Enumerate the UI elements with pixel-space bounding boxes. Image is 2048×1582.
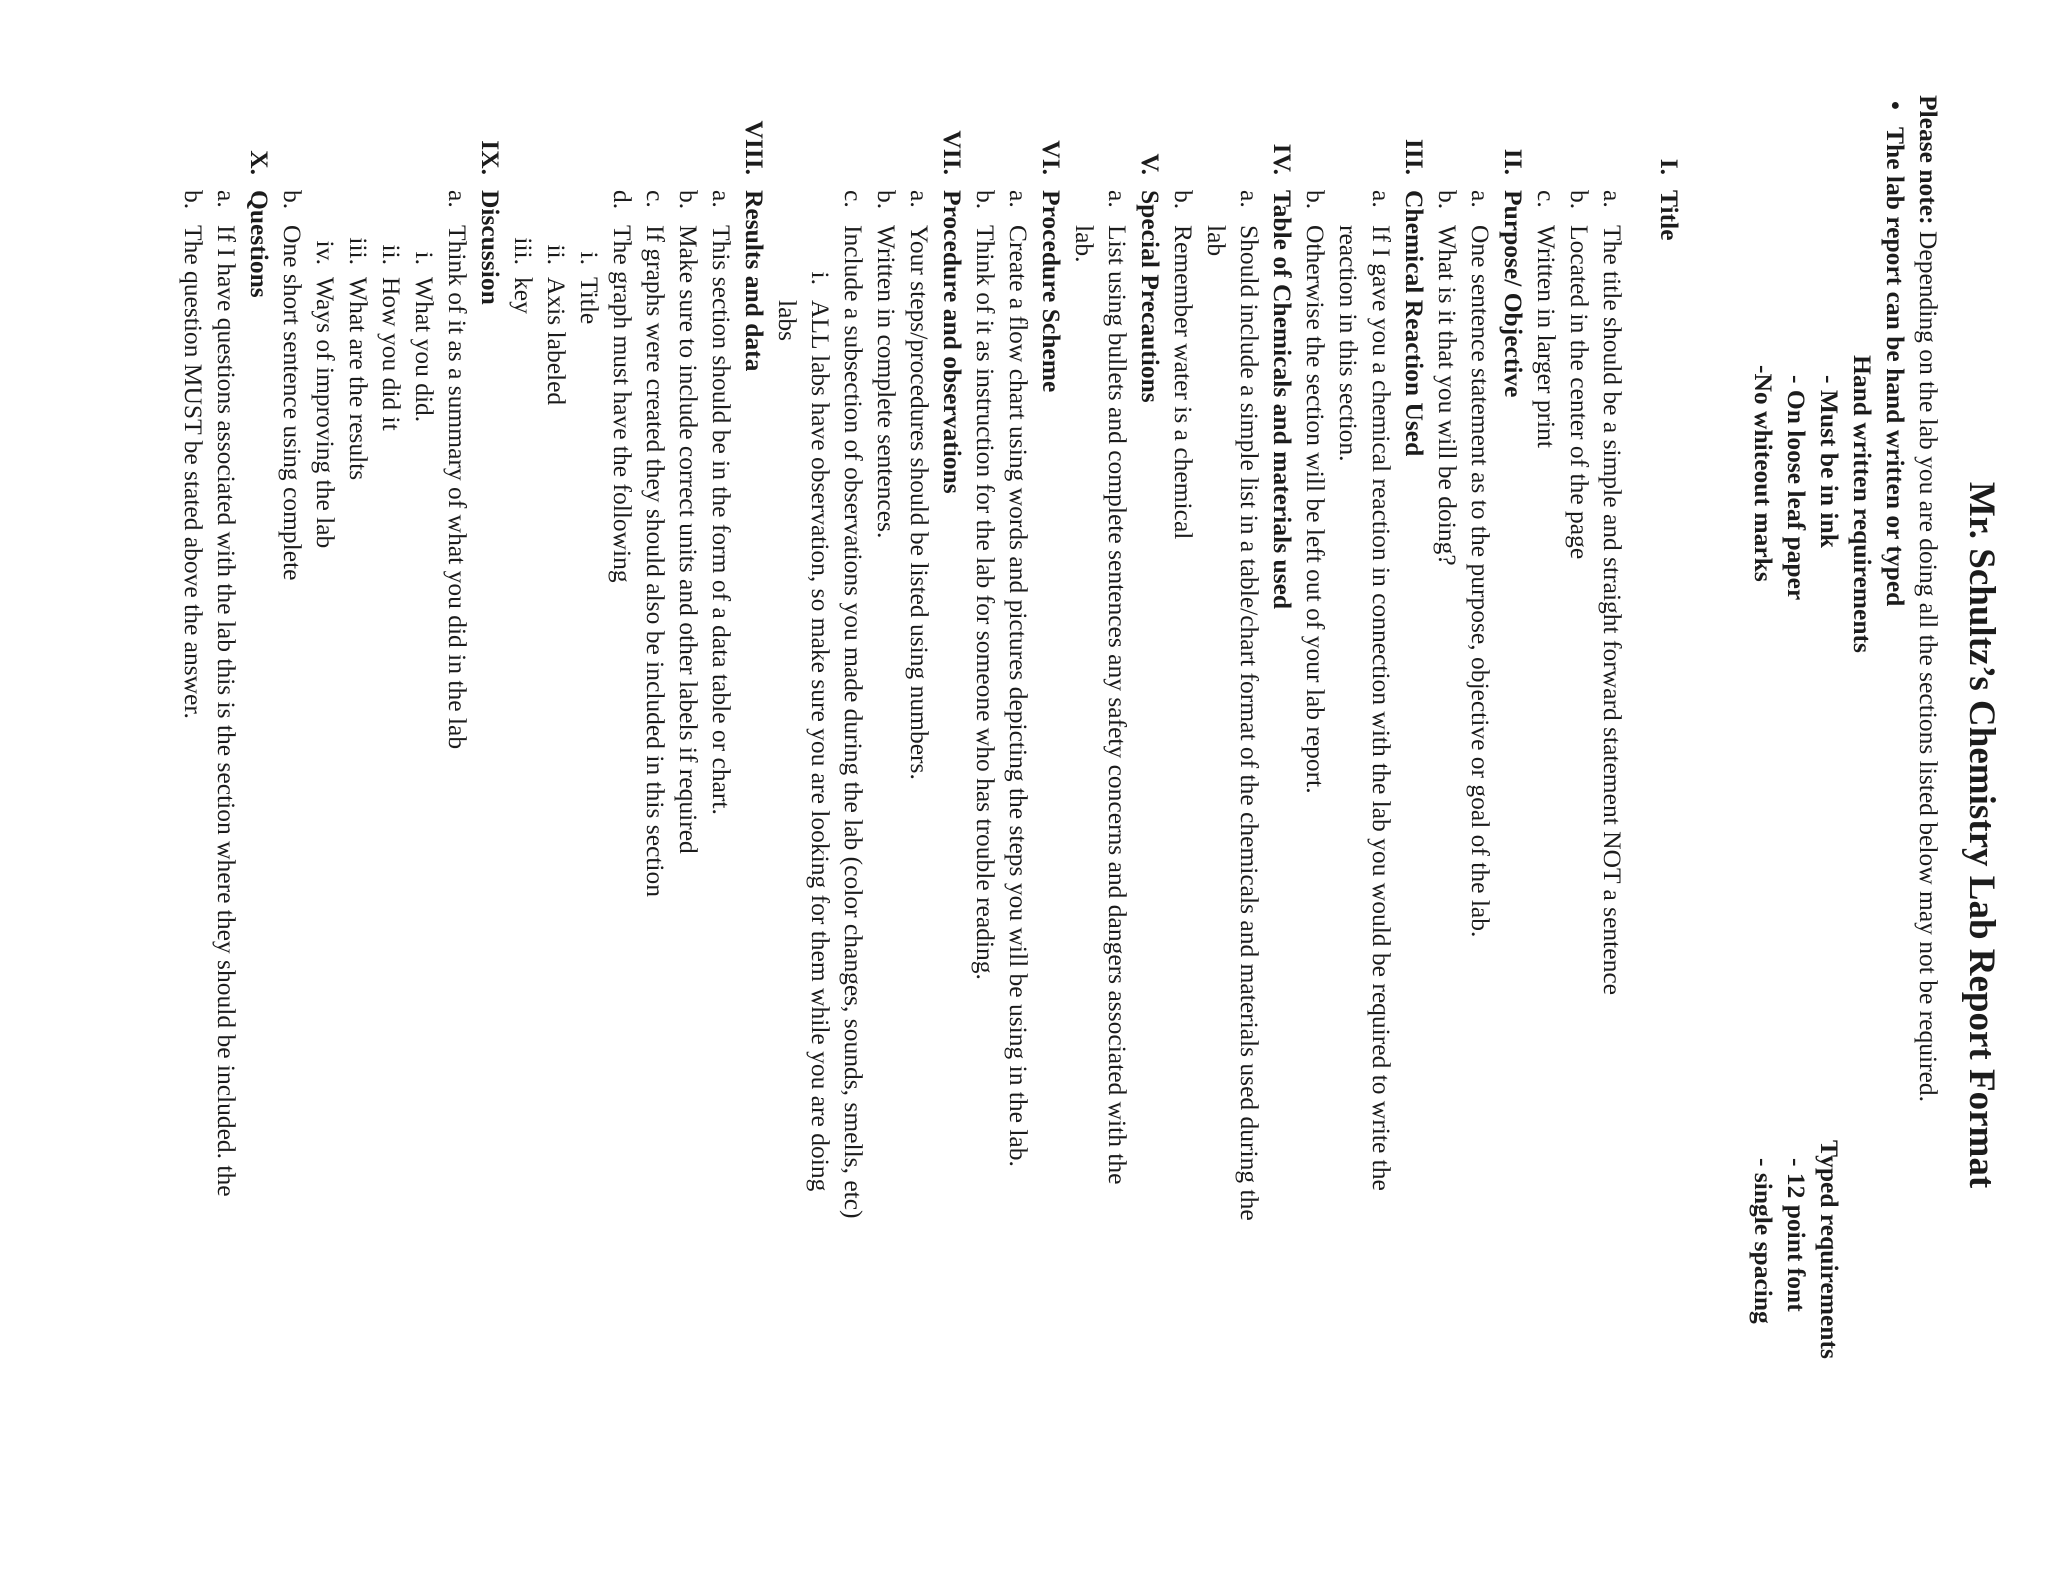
item-text: The question MUST be stated above the answer.	[179, 225, 208, 719]
list-item-continued	[1332, 95, 1365, 1515]
list-item	[177, 95, 210, 1515]
sub-item-numeral: iii.	[344, 237, 373, 265]
section-heading: Questions	[245, 190, 274, 298]
item-text: Make sure to include correct units and other labels if required	[674, 225, 703, 854]
item-letter: b.	[872, 190, 901, 210]
item-text: Should include a simple list in a table/chart format of the chemicals and materials used during the	[1235, 225, 1264, 1221]
item-text: Think of it as instruction for the lab for someone who has trouble reading.	[971, 225, 1000, 980]
section-heading: Results and data	[740, 190, 769, 372]
sub-item-numeral: iv.	[311, 240, 340, 265]
section-heading: Purpose/ Objective	[1499, 190, 1528, 398]
item-letter: c.	[1532, 190, 1561, 208]
sub-item	[408, 95, 441, 1515]
list-item	[672, 95, 705, 1515]
list-item	[210, 95, 243, 1515]
item-text: Located in the center of the page	[1565, 225, 1594, 560]
item-text: One short sentence using complete	[278, 225, 307, 581]
section-special-precautions	[1134, 95, 1167, 1515]
handwritten-item: - On loose leaf paper	[1782, 375, 1811, 601]
section-heading: Procedure Scheme	[1037, 190, 1066, 393]
typed-requirements	[1747, 1140, 1846, 1359]
item-letter: a.	[1466, 190, 1495, 208]
section-procedure-observations	[936, 95, 969, 1515]
handwritten-heading: Hand written requirements	[1848, 355, 1877, 653]
section-results-data	[738, 95, 771, 1515]
list-item	[1431, 95, 1464, 1515]
item-text: Include a subsection of observations you made during the lab (color changes, sounds, smells, etc)	[839, 225, 868, 1219]
list-item	[705, 95, 738, 1515]
sub-item	[309, 95, 342, 1515]
sub-item-text: What you did.	[410, 277, 439, 423]
item-letter: c.	[839, 190, 868, 208]
section-heading: Procedure and observations	[938, 190, 967, 494]
section-chemical-reaction	[1398, 95, 1431, 1515]
section-number: IV.	[1268, 143, 1297, 175]
section-number: II.	[1499, 148, 1528, 175]
item-text: If I gave you a chemical reaction in connection with the lab you would be required to write the	[1367, 225, 1396, 1191]
item-letter: b.	[1169, 190, 1198, 210]
section-heading: Special Precautions	[1136, 190, 1165, 403]
format-bullet-text: The lab report can be hand written or typed	[1881, 127, 1910, 607]
sub-item-text: labs	[773, 300, 802, 342]
list-item	[276, 95, 309, 1515]
list-item-continued	[1200, 95, 1233, 1515]
item-letter: b.	[179, 190, 208, 210]
sub-item	[375, 95, 408, 1515]
item-text: Written in larger print	[1532, 225, 1561, 448]
item-letter: a.	[1004, 190, 1033, 208]
sub-item-numeral: iii.	[509, 237, 538, 265]
item-text: Remember water is a chemical	[1169, 225, 1198, 540]
item-text: What is it that you will be doing?	[1433, 225, 1462, 566]
typed-item: - 12 point font	[1782, 1158, 1811, 1312]
item-text: List using bullets and complete sentences any safety concerns and dangers associated with the	[1103, 225, 1132, 1185]
item-text: This section should be in the form of a data table or chart.	[707, 225, 736, 815]
section-number: VII.	[938, 130, 967, 175]
section-number: I.	[1655, 158, 1684, 175]
handwritten-item: -No whiteout marks	[1749, 365, 1778, 582]
item-letter: a.	[1598, 190, 1627, 208]
list-item	[1101, 95, 1134, 1515]
typed-item: - single spacing	[1749, 1158, 1778, 1324]
note-line	[1912, 95, 1945, 1515]
section-heading: Discussion	[476, 190, 505, 305]
sub-item	[507, 95, 540, 1515]
sub-item-text: What are the results	[344, 277, 373, 481]
list-item	[1365, 95, 1398, 1515]
note-text: Depending on the lab you are doing all the sections listed below may not be required.	[1914, 224, 1943, 1102]
item-text: The graph must have the following	[608, 225, 637, 583]
section-questions	[243, 95, 276, 1515]
section-heading: Table of Chemicals and materials used	[1268, 190, 1297, 610]
item-letter: a.	[443, 190, 472, 208]
sub-item-numeral: ii.	[542, 244, 571, 265]
item-text: Think of it as a summary of what you did in the lab	[443, 225, 472, 750]
page-title: Mr. Schultz’s Chemistry Lab Report Format	[1961, 481, 2002, 1189]
sub-item	[573, 95, 606, 1515]
item-letter: b.	[674, 190, 703, 210]
format-bullet	[1879, 95, 1912, 1515]
section-heading: Chemical Reaction Used	[1400, 190, 1429, 457]
item-letter: a.	[1367, 190, 1396, 208]
item-letter: b.	[278, 190, 307, 210]
sub-item-text: ALL labs have observation, so make sure you are looking for them while you are doing	[806, 300, 835, 1192]
section-number: IX.	[476, 140, 505, 175]
sub-item-numeral: i.	[410, 251, 439, 265]
item-text: If graphs were created they should also be included in this section	[641, 225, 670, 898]
item-text: One sentence statement as to the purpose, objective or goal of the lab.	[1466, 225, 1495, 938]
list-item	[1002, 95, 1035, 1515]
section-number: X.	[245, 150, 274, 175]
item-text: If I have questions associated with the lab this is the section where they should be included. the	[212, 225, 241, 1197]
sub-item-text: Title	[575, 277, 604, 325]
section-discussion	[474, 95, 507, 1515]
sub-item-continued	[771, 95, 804, 1515]
list-item	[837, 95, 870, 1515]
list-item	[903, 95, 936, 1515]
sub-item-numeral: i.	[575, 251, 604, 265]
requirements-columns	[1704, 95, 1879, 1515]
section-purpose	[1497, 95, 1530, 1515]
sub-item-text: Axis labeled	[542, 277, 571, 406]
item-letter: a.	[1235, 190, 1264, 208]
section-procedure-scheme	[1035, 95, 1068, 1515]
item-text: Create a flow chart using words and pictures depicting the steps you will be using in the lab.	[1004, 225, 1033, 1167]
list-item	[870, 95, 903, 1515]
item-text: Otherwise the section will be left out of your lab report.	[1301, 225, 1330, 794]
list-item	[1530, 95, 1563, 1515]
item-letter: d.	[608, 190, 637, 210]
list-item	[606, 95, 639, 1515]
item-letter: c.	[641, 190, 670, 208]
section-number: VIII.	[740, 120, 769, 175]
list-item	[639, 95, 672, 1515]
item-text: reaction in this section.	[1334, 225, 1363, 462]
bullet-icon: •	[1881, 101, 1910, 110]
sub-item	[540, 95, 573, 1515]
list-item	[1464, 95, 1497, 1515]
section-number: VI.	[1037, 140, 1066, 175]
item-text: Your steps/procedures should be listed using numbers.	[905, 225, 934, 780]
item-letter: a.	[707, 190, 736, 208]
sub-item-numeral: ii.	[377, 244, 406, 265]
list-item	[1299, 95, 1332, 1515]
handwritten-requirements	[1747, 355, 1879, 653]
list-item	[441, 95, 474, 1515]
list-item	[1233, 95, 1266, 1515]
handwritten-item: - Must be in ink	[1815, 375, 1844, 548]
sub-item-text: Ways of improving the lab	[311, 277, 340, 549]
item-letter: a.	[1103, 190, 1132, 208]
section-number: III.	[1400, 138, 1429, 175]
typed-heading: Typed requirements	[1815, 1140, 1844, 1359]
section-title	[1653, 95, 1686, 1515]
section-number: V.	[1136, 153, 1165, 175]
item-letter: b.	[1301, 190, 1330, 210]
section-heading: Title	[1655, 190, 1684, 241]
sub-item	[342, 95, 375, 1515]
note-label: Please note:	[1914, 95, 1943, 225]
list-item	[1596, 95, 1629, 1515]
item-letter: a.	[212, 190, 241, 208]
item-letter: b.	[1433, 190, 1462, 210]
item-text: lab	[1202, 225, 1231, 257]
list-item	[1563, 95, 1596, 1515]
item-letter: b.	[1565, 190, 1594, 210]
sub-item-text: key	[509, 277, 538, 314]
item-text: Written in complete sentences.	[872, 225, 901, 539]
list-item	[1167, 95, 1200, 1515]
list-item-continued	[1068, 95, 1101, 1515]
section-chemicals-table	[1266, 95, 1299, 1515]
item-letter: b.	[971, 190, 1000, 210]
item-letter: a.	[905, 190, 934, 208]
list-item	[969, 95, 1002, 1515]
sub-item-text: How you did it	[377, 277, 406, 431]
item-text: lab.	[1070, 225, 1099, 263]
sub-item-numeral: i.	[806, 271, 835, 285]
sub-item	[804, 95, 837, 1515]
document-body	[177, 95, 2003, 1515]
item-text: The title should be a simple and straight forward statement NOT a sentence	[1598, 225, 1627, 995]
